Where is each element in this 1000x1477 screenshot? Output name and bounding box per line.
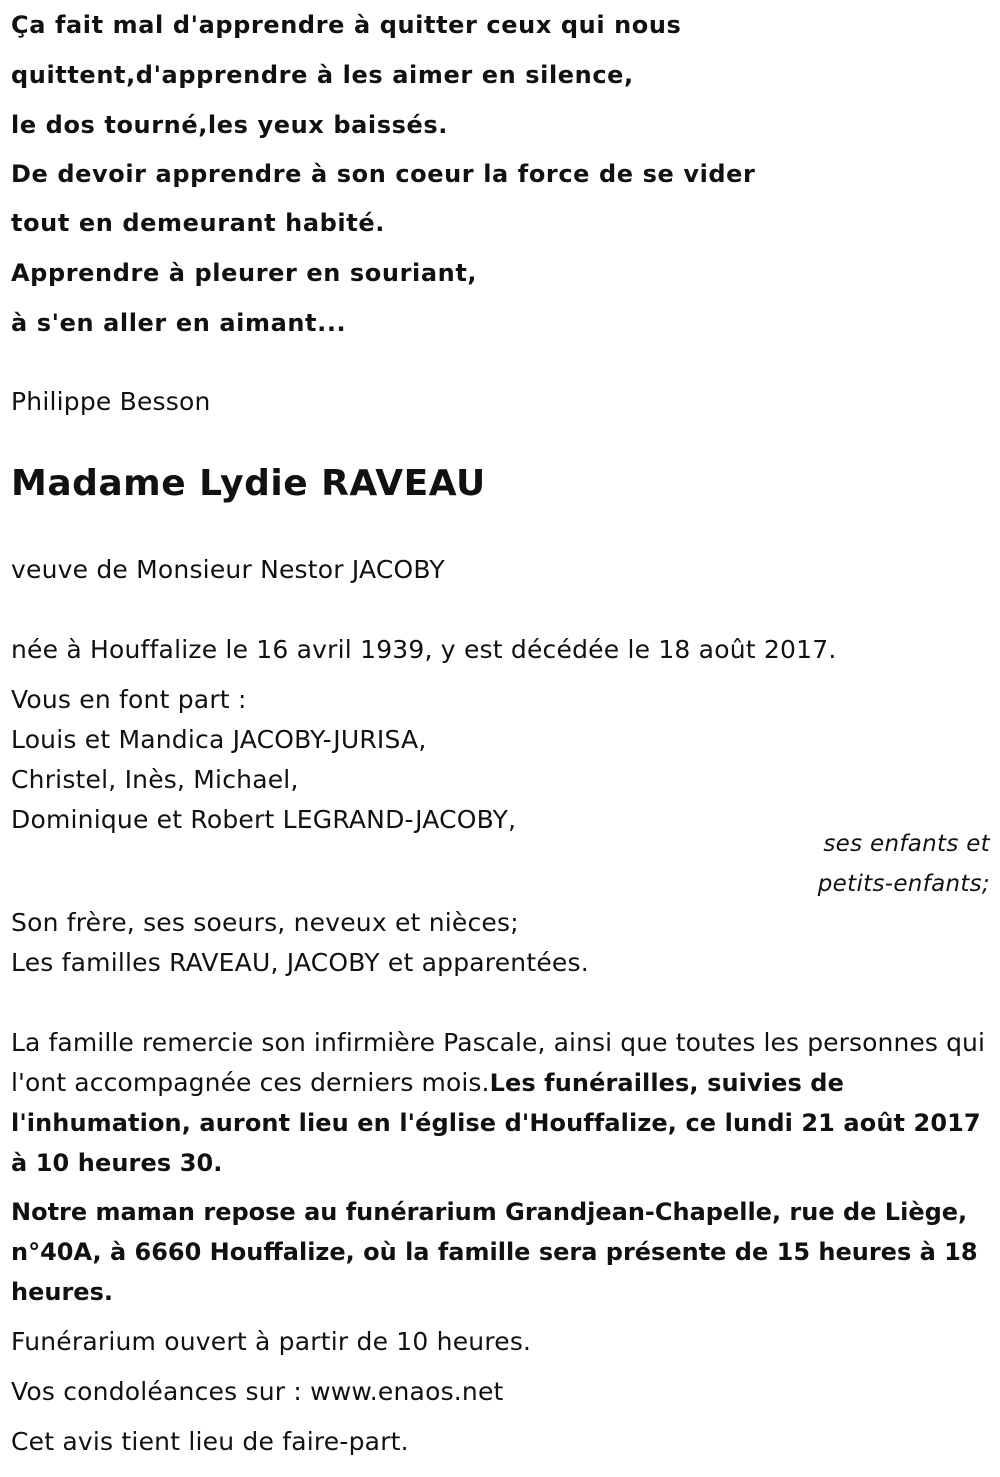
poem-line: le dos tourné,les yeux baissés. bbox=[11, 111, 448, 139]
poem-line: De devoir apprendre à son coeur la force de se vider bbox=[11, 160, 756, 188]
family-others: Son frère, ses soeurs, neveux et nièces; bbox=[11, 908, 519, 937]
funeral-text: Les funérailles, suivies de l'inhumation, auront lieu en l'église d'Houffalize, ce lundi 21 août 2017 à 10 heures 30. bbox=[11, 1069, 981, 1177]
family-others: Les familles RAVEAU, JACOBY et apparentées. bbox=[11, 948, 589, 977]
thanks-text: La famille remercie son infirmière Pascale, ainsi que toutes les personnes qui l'ont accompagnée ces derniers mois. bbox=[11, 1028, 986, 1097]
notice: Cet avis tient lieu de faire-part. bbox=[11, 1427, 409, 1456]
poem-line: quittent,d'apprendre à les aimer en silence, bbox=[11, 61, 634, 89]
birth-death-dates: née à Houffalize le 16 avril 1939, y est décédée le 18 août 2017. bbox=[11, 635, 837, 664]
family-member: Dominique et Robert LEGRAND-JACOBY, bbox=[11, 805, 517, 834]
poem-line: Apprendre à pleurer en souriant, bbox=[11, 259, 478, 287]
widow-of: veuve de Monsieur Nestor JACOBY bbox=[11, 555, 445, 584]
thanks-and-funeral bbox=[11, 1023, 993, 1183]
relation-line: ses enfants et bbox=[823, 831, 990, 857]
relation-line: petits-enfants; bbox=[817, 871, 990, 897]
family-intro: Vous en font part : bbox=[11, 685, 247, 714]
repose-text: Notre maman repose au funérarium Grandjean-Chapelle, rue de Liège, n°40A, à 6660 Houffalize, où la famille sera présente de 15 heures à 18 heures. bbox=[11, 1198, 978, 1306]
poem-line: Ça fait mal d'apprendre à quitter ceux qui nous bbox=[11, 11, 682, 39]
family-member: Christel, Inès, Michael, bbox=[11, 765, 299, 794]
family-member: Louis et Mandica JACOBY-JURISA, bbox=[11, 725, 427, 754]
deceased-name: Madame Lydie RAVEAU bbox=[11, 463, 486, 504]
poem-author: Philippe Besson bbox=[11, 387, 211, 416]
poem-line: à s'en aller en aimant... bbox=[11, 309, 347, 337]
poem-line: tout en demeurant habité. bbox=[11, 209, 385, 237]
condolences: Vos condoléances sur : www.enaos.net bbox=[11, 1377, 504, 1406]
opening-hours: Funérarium ouvert à partir de 10 heures. bbox=[11, 1327, 532, 1356]
